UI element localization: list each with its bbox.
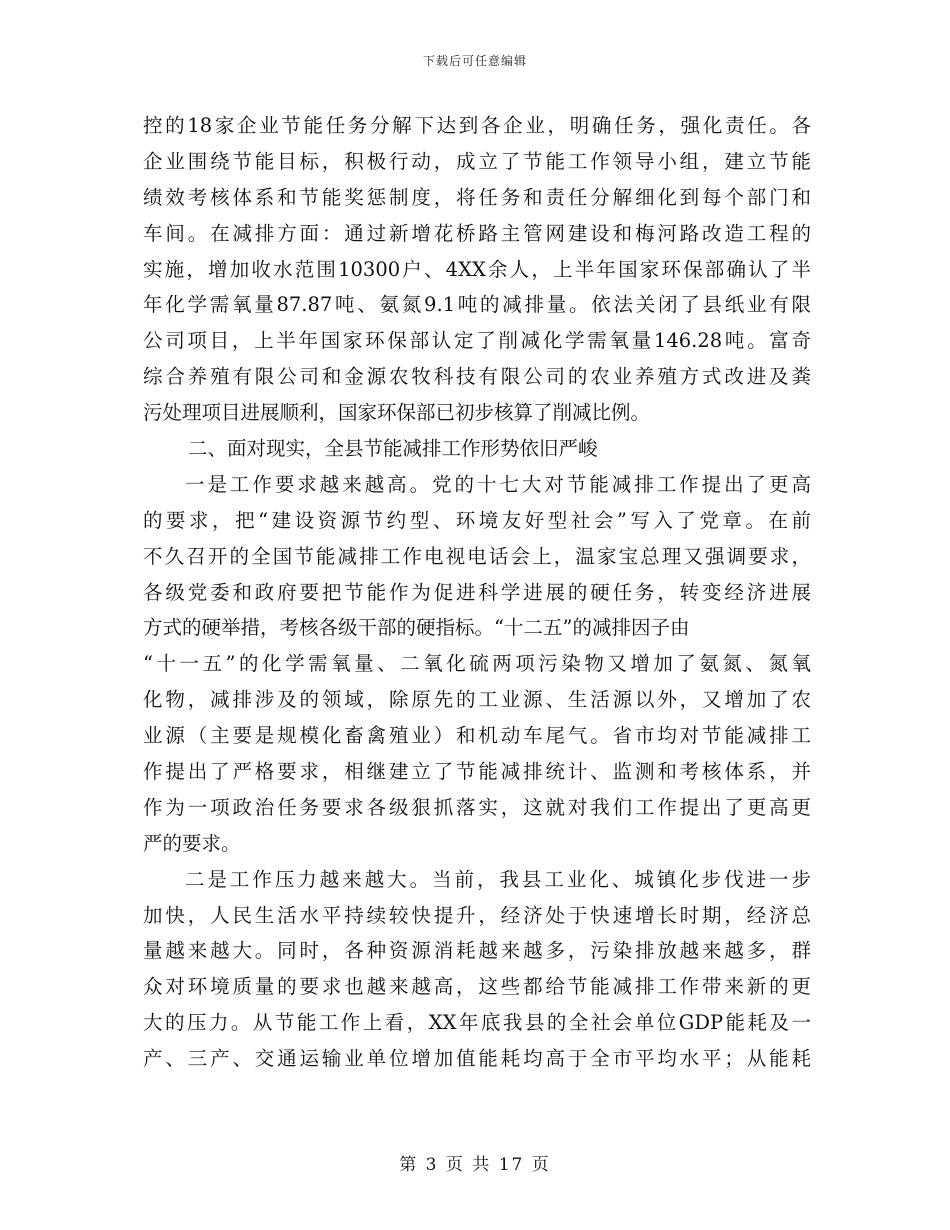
text-line: 产、三产、交通运输业单位增加值能耗均高于全市平均水平；从能耗: [143, 1047, 811, 1071]
text-line: 化物，减排涉及的领域，除原先的工业源、生活源以外，又增加了农: [143, 688, 811, 712]
page-header: 下载后可任意编辑: [422, 54, 527, 68]
page-number-footer: 第 3 页 共 17 页: [399, 1155, 551, 1175]
paragraph-first-line: 二是工作压力越来越大。当前，我县工业化、城镇化步伐进一步: [185, 867, 811, 891]
text-line: 业源（主要是规模化畜禽殖业）和机动车尾气。省市均对节能减排工: [143, 724, 811, 748]
text-line: 的要求，把“建设资源节约型、环境友好型社会”写入了党章。在前: [143, 508, 811, 532]
text-line: 量越来越大。同时，各种资源消耗越来越多，污染排放越来越多，群: [143, 939, 811, 963]
text-line: 综合养殖有限公司和金源农牧科技有限公司的农业养殖方式改进及粪: [143, 365, 811, 389]
text-line: 作提出了严格要求，相继建立了节能减排统计、监测和考核体系，并: [143, 760, 811, 784]
text-line: 各级党委和政府要把节能作为促进科学进展的硬任务，转变经济进展: [143, 580, 811, 604]
text-line: 方式的硬举措，考核各级干部的硬指标。“十二五”的减排因子由: [143, 616, 690, 640]
text-line: 控的18家企业节能任务分解下达到各企业，明确任务，强化责任。各: [143, 114, 811, 137]
text-line: 加快，人民生活水平持续较快提升，经济处于快速增长时期，经济总: [143, 903, 811, 927]
text-line: “十一五”的化学需氧量、二氧化硫两项污染物又增加了氨氮、氮氧: [143, 652, 811, 676]
text-line: 污处理项目进展顺利，国家环保部已初步核算了削减比例。: [143, 401, 651, 425]
text-line: 车间。在减排方面：通过新增花桥路主管网建设和梅河路改造工程的: [143, 221, 811, 245]
text-line: 众对环境质量的要求也越来越高，这些都给节能减排工作带来新的更: [143, 975, 811, 999]
text-line: 实施，增加收水范围10300户、4XX余人，上半年国家环保部确认了半: [143, 257, 811, 281]
text-line: 不久召开的全国节能减排工作电视电话会上，温家宝总理又强调要求，: [143, 544, 811, 568]
section-heading: 二、面对现实，全县节能减排工作形势依旧严峻: [188, 437, 598, 461]
text-line: 企业围绕节能目标，积极行动，成立了节能工作领导小组，建立节能: [143, 149, 811, 173]
text-line: 公司项目，上半年国家环保部认定了削减化学需氧量146.28吨。富奇: [143, 329, 811, 353]
text-line: 严的要求。: [143, 831, 241, 855]
text-line: 年化学需氧量87.87吨、氨氮9.1吨的减排量。依法关闭了县纸业有限: [143, 293, 811, 317]
text-line: 作为一项政治任务要求各级狠抓落实，这就对我们工作提出了更高更: [143, 795, 811, 819]
text-line: 绩效考核体系和节能奖惩制度，将任务和责任分解细化到每个部门和: [143, 185, 811, 209]
paragraph-first-line: 一是工作要求越来越高。党的十七大对节能减排工作提出了更高: [185, 472, 811, 496]
text-line: 大的压力。从节能工作上看，XX年底我县的全社会单位GDP能耗及一: [143, 1011, 811, 1035]
document-body: [143, 108, 811, 1077]
